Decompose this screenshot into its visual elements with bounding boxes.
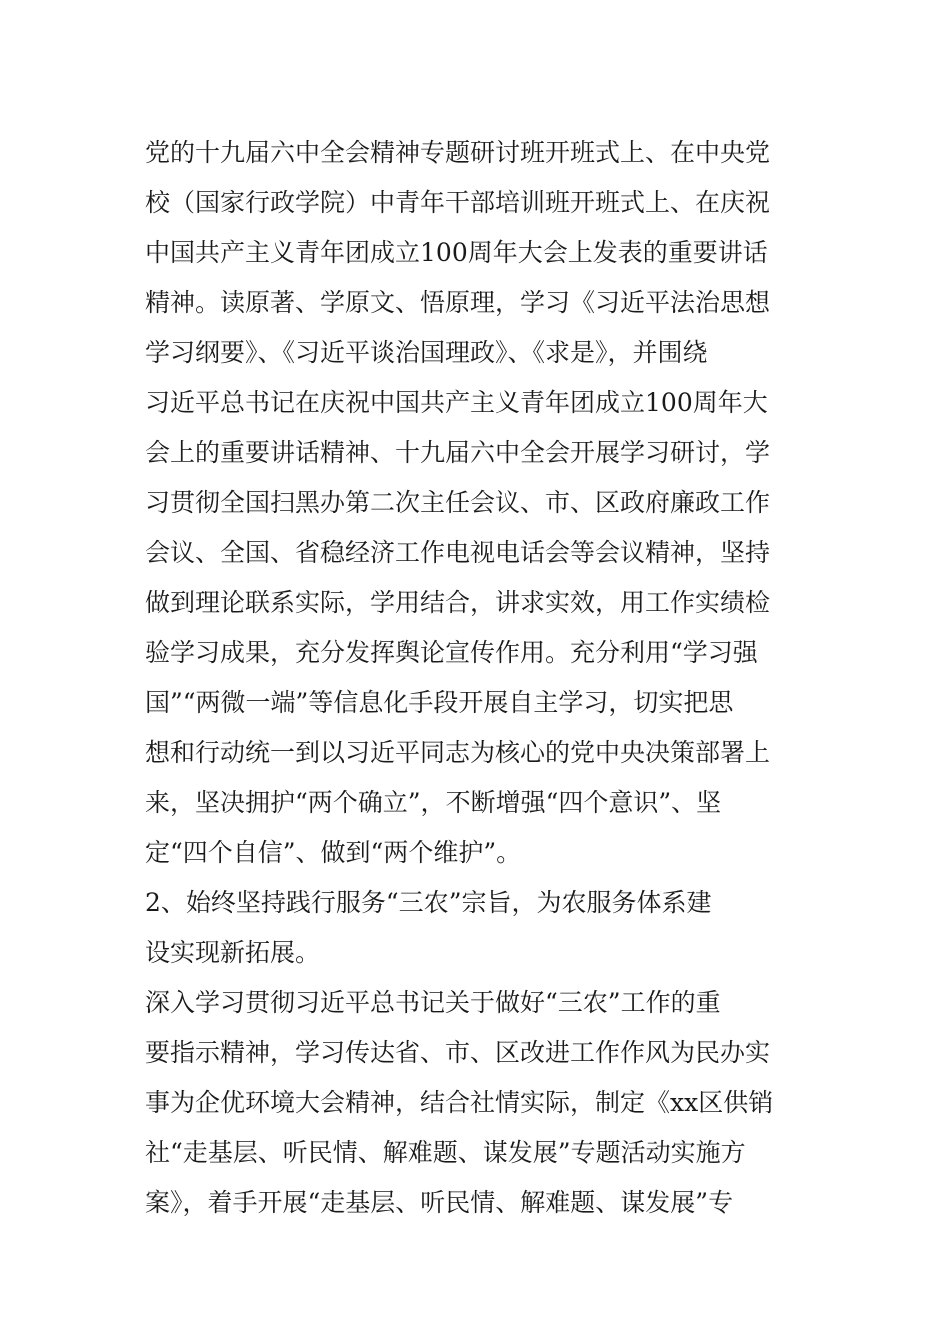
text-line: 会议、全国、省稳经济工作电视电话会等会议精神，坚持 xyxy=(145,538,771,567)
text-line: 党的十九届六中全会精神专题研讨班开班式上、在中央党 xyxy=(145,138,771,167)
text-line: 会上的重要讲话精神、十九届六中全会开展学习研讨，学 xyxy=(145,438,771,467)
text-line: 案》，着手开展“走基层、听民情、解难题、谋发展”专 xyxy=(145,1188,734,1217)
text-line: 习贯彻全国扫黑办第二次主任会议、市、区政府廉政工作 xyxy=(145,488,771,517)
section-heading: 设实现新拓展。 xyxy=(145,938,321,967)
text-line: 事为企优环境大会精神，结合社情实际，制定《xx区供销 xyxy=(145,1088,774,1117)
text-line: 深入学习贯彻习近平总书记关于做好“三农”工作的重 xyxy=(145,988,721,1017)
text-line: 验学习成果，充分发挥舆论宣传作用。充分利用“学习强 xyxy=(145,638,758,667)
text-line: 来，坚决拥护“两个确立”，不断增强“四个意识”、坚 xyxy=(145,788,722,817)
text-line: 做到理论联系实际，学用结合，讲求实效，用工作实绩检 xyxy=(145,588,771,617)
text-line: 习近平总书记在庆祝中国共产主义青年团成立100周年大 xyxy=(145,388,768,417)
text-line: 定“四个自信”、做到“两个维护”。 xyxy=(145,838,522,867)
text-line: 校（国家行政学院）中青年干部培训班开班式上、在庆祝 xyxy=(145,188,771,217)
text-line: 要指示精神，学习传达省、市、区改进工作作风为民办实 xyxy=(145,1038,771,1067)
text-line: 精神。读原著、学原文、悟原理，学习《习近平法治思想 xyxy=(145,288,771,317)
text-line: 中国共产主义青年团成立100周年大会上发表的重要讲话 xyxy=(145,238,768,267)
text-line: 社“走基层、听民情、解难题、谋发展”专题活动实施方 xyxy=(145,1138,746,1167)
section-heading: 2、始终坚持践行服务“三农”宗旨，为农服务体系建 xyxy=(145,888,712,917)
text-line: 国”“两微一端”等信息化手段开展自主学习，切实把思 xyxy=(145,688,734,717)
text-line: 想和行动统一到以习近平同志为核心的党中央决策部署上 xyxy=(145,738,771,767)
text-line: 学习纲要》、《习近平谈治国理政》、《求是》，并围绕 xyxy=(145,338,708,367)
